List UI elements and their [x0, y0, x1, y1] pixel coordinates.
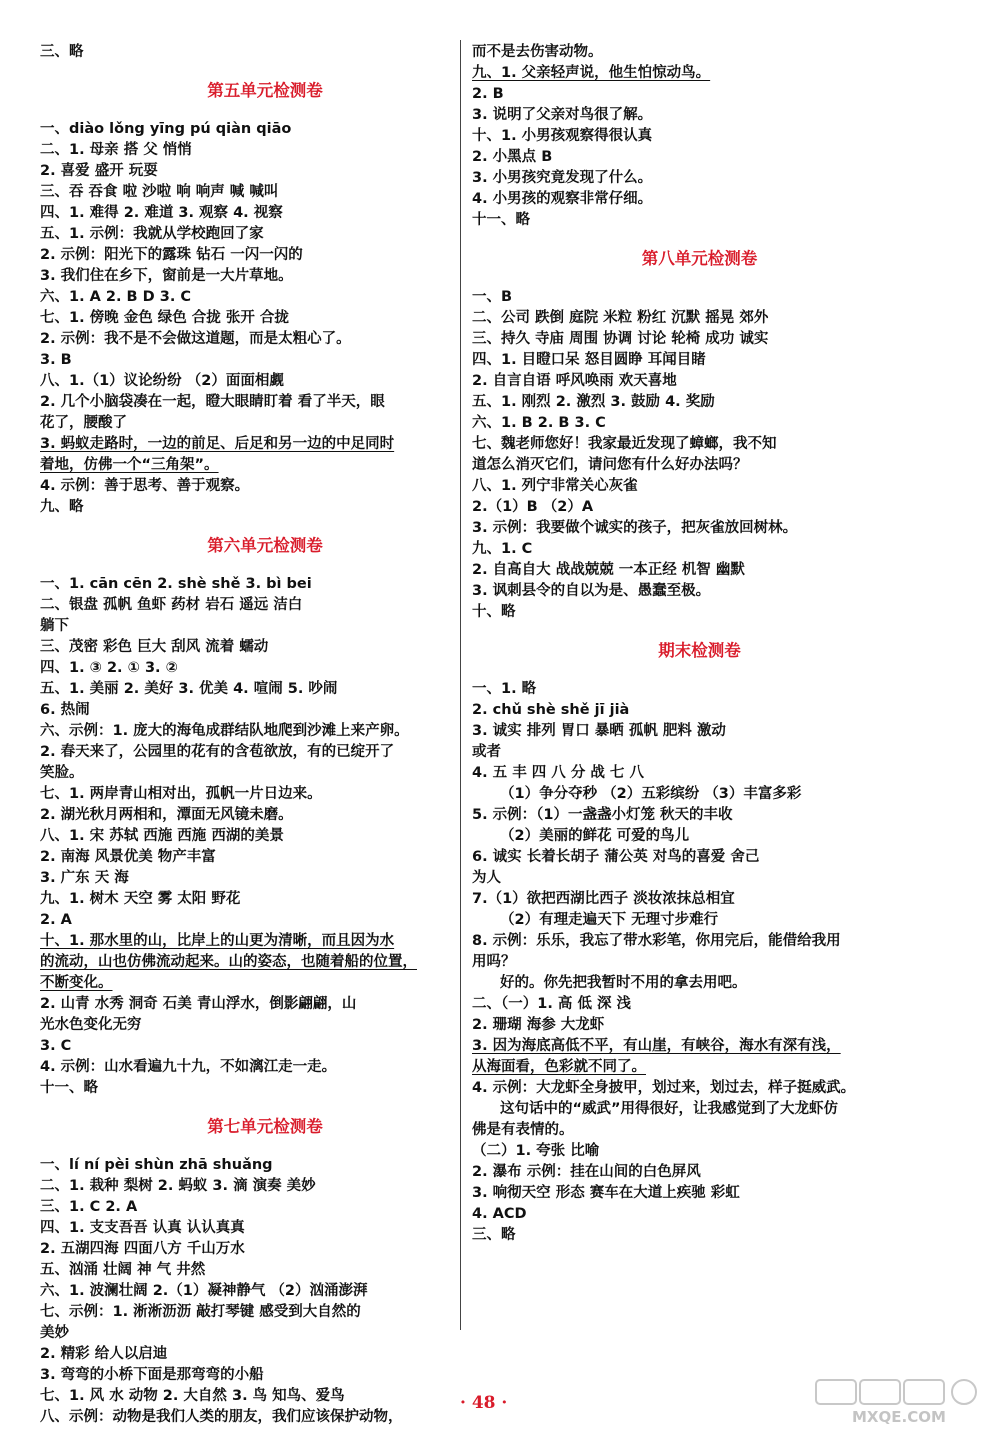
answer-text: 3. 讽刺县令的自以为是、愚蠢至极。	[472, 583, 711, 599]
answer-line	[40, 266, 460, 287]
answer-line	[40, 1365, 460, 1386]
answer-line	[40, 658, 460, 679]
answer-line	[472, 973, 897, 994]
answer-text: 四、1. 目瞪口呆 怒目圆睁 耳闻目睹	[472, 352, 706, 368]
answer-line	[40, 889, 460, 910]
answer-text: 或者	[472, 744, 501, 760]
page-number: · 48 ·	[460, 1393, 508, 1413]
answer-line	[40, 1323, 460, 1344]
answer-text: 美妙	[40, 1325, 69, 1341]
answer-line	[40, 455, 460, 476]
answer-text: 2. B	[472, 86, 504, 102]
answer-line	[40, 637, 460, 658]
answer-text: 3. 说明了父亲对鸟很了解。	[472, 107, 653, 123]
answer-text: 道怎么消灭它们，请问您有什么好办法吗？	[472, 457, 748, 473]
watermark-box-3	[904, 1380, 944, 1404]
answer-text: 4. 示例：善于思考、善于观察。	[40, 478, 250, 494]
answer-text: 4. 小男孩的观察非常仔细。	[472, 191, 653, 207]
answer-text: 一、1. cān cēn 2. shè shě 3. bì bei	[40, 576, 312, 592]
answer-line	[472, 602, 897, 623]
answer-line	[472, 1225, 897, 1246]
answer-line	[40, 595, 460, 616]
answer-line	[40, 182, 460, 203]
answer-text: 2. A	[40, 912, 72, 928]
answer-line	[40, 931, 460, 952]
answer-text: 六、示例：1. 庞大的海龟成群结队地爬到沙滩上来产卵。	[40, 723, 409, 739]
answer-line	[40, 1239, 460, 1260]
answer-text: 这句话中的“威武”用得很好，让我感觉到了大龙虾仿	[500, 1101, 839, 1117]
answer-text: 光水色变化无穷	[40, 1017, 142, 1033]
answer-text: 二、银盘 孤帆 鱼虾 药材 岩石 遥远 洁白	[40, 597, 303, 613]
answer-text: 四、1. 支支吾吾 认真 认认真真	[40, 1220, 245, 1236]
answer-text: 十、略	[472, 604, 516, 620]
answer-text: 8. 示例：乐乐，我忘了带水彩笔，你用完后，能借给我用	[472, 933, 841, 949]
answer-text: 2.（1）B （2）A	[472, 499, 594, 515]
answer-text: 七、1. 傍晚 金色 绿色 合拢 张开 合拢	[40, 310, 289, 326]
answer-line	[40, 868, 460, 889]
answer-line	[40, 329, 460, 350]
answer-text: 4. 示例：山水看遍九十九，不如漓江走一走。	[40, 1059, 337, 1075]
answer-line	[40, 763, 460, 784]
answer-line	[472, 392, 897, 413]
answer-line	[40, 350, 460, 371]
answer-text: 2. 示例：我不是不会做这道题，而是太粗心了。	[40, 331, 351, 347]
answer-line	[472, 1141, 897, 1162]
answer-text: 六、1. B 2. B 3. C	[472, 415, 606, 431]
answer-text: 三、吞 吞食 啦 沙啦 响 响声 喊 喊叫	[40, 184, 279, 200]
answer-line	[40, 1036, 460, 1057]
answer-text: 九、略	[40, 499, 84, 515]
answer-text: 五、1. 示例：我就从学校跑回了家	[40, 226, 264, 242]
column-divider	[460, 40, 461, 1330]
answer-text: 二、公司 跌倒 庭院 米粒 粉红 沉默 摇晃 郊外	[472, 310, 769, 326]
watermark-text: MXQE.COM	[852, 1408, 946, 1426]
answer-text: 三、略	[40, 44, 84, 60]
answer-line	[472, 434, 897, 455]
answer-text: 十、1. 那水里的山，比岸上的山更为清晰，而且因为水	[40, 933, 395, 949]
answer-line	[472, 1204, 897, 1225]
answer-text: 好的。你先把我暂时不用的拿去用吧。	[500, 975, 747, 991]
answer-text: 6. 诚实 长着长胡子 蒲公英 对鸟的喜爱 舍己	[472, 849, 760, 865]
answer-text: 2. 喜爱 盛开 玩耍	[40, 163, 158, 179]
answer-line	[472, 1036, 897, 1057]
answer-line	[40, 910, 460, 931]
answer-line	[40, 616, 460, 637]
answer-line	[40, 371, 460, 392]
answer-line	[40, 287, 460, 308]
answer-line	[40, 476, 460, 497]
answer-text: 二、1. 栽种 梨树 2. 蚂蚁 3. 滴 演奏 美妙	[40, 1178, 316, 1194]
answer-line	[40, 392, 460, 413]
answer-text: 2. 小黑点 B	[472, 149, 553, 165]
answer-line	[472, 763, 897, 784]
answer-line	[472, 168, 897, 189]
answer-line	[472, 455, 897, 476]
answer-line	[40, 784, 460, 805]
answer-line	[40, 1176, 460, 1197]
answer-line	[40, 1386, 460, 1407]
answer-line	[40, 847, 460, 868]
answer-line	[472, 994, 897, 1015]
answer-text: 4. ACD	[472, 1206, 527, 1222]
answer-line	[472, 1099, 897, 1120]
answer-text: 2. 瀑布 示例：挂在山间的白色屏风	[472, 1164, 701, 1180]
answer-text: 6. 热闹	[40, 702, 90, 718]
answer-line	[472, 1078, 897, 1099]
answer-text: 三、1. C 2. A	[40, 1199, 138, 1215]
answer-text: 2. 五湖四海 四面八方 千山万水	[40, 1241, 245, 1257]
answer-text: 四、1. 难得 2. 难道 3. 观察 4. 视察	[40, 205, 283, 221]
answer-line	[40, 245, 460, 266]
answer-line	[40, 574, 460, 595]
answer-line	[40, 119, 460, 140]
answer-text: 十一、略	[472, 212, 530, 228]
answer-text: 四、1. ③ 2. ① 3. ②	[40, 660, 178, 676]
answer-line	[40, 497, 460, 518]
answer-line	[472, 826, 897, 847]
answer-line	[472, 700, 897, 721]
answer-text: 从海面看，色彩就不同了。	[472, 1059, 646, 1075]
answer-text: 2. 南海 风景优美 物产丰富	[40, 849, 216, 865]
watermark-box-1	[816, 1380, 856, 1404]
answer-text: 笑脸。	[40, 765, 84, 781]
answer-text: 2. 自言自语 呼风唤雨 欢天喜地	[472, 373, 677, 389]
answer-text: 2. 几个小脑袋凑在一起，瞪大眼睛盯着 看了半天，眼	[40, 394, 385, 410]
answer-line	[40, 742, 460, 763]
answer-text: 八、1.（1）议论纷纷 （2）面面相觑	[40, 373, 284, 389]
answer-line	[40, 994, 460, 1015]
section-heading: 第七单元检测卷	[207, 1117, 323, 1136]
answer-text: 着地，仿佛一个“三角架”。	[40, 457, 219, 473]
answer-line	[472, 1120, 897, 1141]
answer-line	[472, 931, 897, 952]
answer-line	[40, 952, 460, 973]
answer-line	[40, 1078, 460, 1099]
answer-text: 3. 因为海底高低不平，有山崖，有峡谷，海水有深有浅，	[472, 1038, 841, 1054]
answer-text: （二）1. 夸张 比喻	[472, 1143, 600, 1159]
answer-text: 的流动，山也仿佛流动起来。山的姿态，也随着船的位置，	[40, 954, 417, 970]
answer-line	[40, 1197, 460, 1218]
answer-text: 而不是去伤害动物。	[472, 44, 603, 60]
answer-text: （2）有理走遍天下 无理寸步难行	[500, 912, 719, 928]
answer-line	[472, 952, 897, 973]
answer-text: 3. 示例：我要做个诚实的孩子，把灰雀放回树林。	[472, 520, 798, 536]
answer-line	[472, 497, 897, 518]
answer-text: 3. C	[40, 1038, 72, 1054]
answer-line	[472, 371, 897, 392]
answer-line	[472, 189, 897, 210]
answer-line	[472, 889, 897, 910]
answer-line	[40, 140, 460, 161]
answer-text: 3. 诚实 排列 胃口 暴晒 孤帆 肥料 激动	[472, 723, 726, 739]
answer-text: 五、汹涌 壮阔 神 气 井然	[40, 1262, 206, 1278]
answer-text: 4. 五 丰 四 八 分 战 七 八	[472, 765, 644, 781]
answer-text: 7.（1）欲把西湖比西子 淡妆浓抹总相宜	[472, 891, 735, 907]
answer-text: 2. 珊瑚 海参 大龙虾	[472, 1017, 605, 1033]
answer-line	[40, 1407, 460, 1428]
answer-text: 用吗？	[472, 954, 516, 970]
answer-line	[472, 350, 897, 371]
answer-text: 2. 春天来了，公园里的花有的含苞欲放，有的已绽开了	[40, 744, 395, 760]
answer-text: 躺下	[40, 618, 69, 634]
answer-line	[472, 210, 897, 231]
answer-line	[472, 329, 897, 350]
answer-line	[472, 413, 897, 434]
answer-line	[40, 413, 460, 434]
answer-line	[472, 518, 897, 539]
answer-text: 4. 示例：大龙虾全身披甲，划过来，划过去，样子挺威武。	[472, 1080, 856, 1096]
answer-line	[40, 203, 460, 224]
answer-text: 五、1. 美丽 2. 美好 3. 优美 4. 喧闹 5. 吵闹	[40, 681, 338, 697]
answer-line	[40, 1260, 460, 1281]
answer-text: 三、略	[472, 1227, 516, 1243]
answer-text: 七、1. 风 水 动物 2. 大自然 3. 鸟 知鸟、爱鸟	[40, 1388, 345, 1404]
answer-line	[472, 126, 897, 147]
answer-text: 八、1. 列宁非常关心灰雀	[472, 478, 638, 494]
answer-text: 不断变化。	[40, 975, 113, 991]
answer-text: 三、持久 寺庙 周围 协调 讨论 轮椅 成功 诚实	[472, 331, 769, 347]
answer-line	[40, 1057, 460, 1078]
section-heading: 期末检测卷	[658, 641, 741, 660]
answer-line	[472, 1015, 897, 1036]
answer-line	[40, 1015, 460, 1036]
answer-line	[472, 742, 897, 763]
answer-text: 一、lí ní pèi shùn zhā shuǎng	[40, 1157, 273, 1173]
answer-line	[40, 721, 460, 742]
answer-line	[472, 63, 897, 84]
answer-text: 九、1. C	[472, 541, 533, 557]
answer-text: 八、示例：动物是我们人类的朋友，我们应该保护动物，	[40, 1409, 403, 1425]
answer-text: 六、1. A 2. B D 3. C	[40, 289, 192, 305]
answer-text: 一、1. 略	[472, 681, 537, 697]
answer-text: 一、B	[472, 289, 513, 305]
answer-line	[40, 679, 460, 700]
answer-text: 一、diào lǒng yīng pú qiàn qiāo	[40, 121, 292, 137]
answer-line	[40, 1218, 460, 1239]
answer-text: 3. B	[40, 352, 72, 368]
answer-text: 2. 湖光秋月两相和，潭面无风镜未磨。	[40, 807, 293, 823]
answer-line	[40, 224, 460, 245]
answer-line	[472, 147, 897, 168]
answer-line	[472, 721, 897, 742]
answer-line	[40, 805, 460, 826]
answer-line	[40, 973, 460, 994]
answer-line	[472, 581, 897, 602]
answer-text: 七、魏老师您好！我家最近发现了蟑螂，我不知	[472, 436, 777, 452]
answer-line	[472, 84, 897, 105]
answer-line	[40, 308, 460, 329]
answer-line	[472, 42, 897, 63]
answer-line	[472, 847, 897, 868]
answer-line	[40, 1155, 460, 1176]
answer-line	[472, 308, 897, 329]
answer-text: 十一、略	[40, 1080, 98, 1096]
answer-line	[472, 287, 897, 308]
answer-text: （1）争分夺秒 （2）五彩缤纷 （3）丰富多彩	[500, 786, 802, 802]
answer-text: 九、1. 父亲轻声说，他生怕惊动鸟。	[472, 65, 711, 81]
answer-line	[40, 1302, 460, 1323]
section-heading: 第五单元检测卷	[207, 81, 323, 100]
answer-line	[40, 42, 460, 63]
answer-text: 2. 精彩 给人以启迪	[40, 1346, 168, 1362]
answer-text: 5. 示例：（1）一盏盏小灯笼 秋天的丰收	[472, 807, 733, 823]
answer-line	[472, 679, 897, 700]
answer-text: 3. 我们住在乡下，窗前是一大片草地。	[40, 268, 293, 284]
answer-line	[40, 700, 460, 721]
answer-line	[472, 476, 897, 497]
answer-line	[472, 560, 897, 581]
answer-line	[472, 1162, 897, 1183]
answer-text: 花了，腰酸了	[40, 415, 127, 431]
answer-text: 五、1. 刚烈 2. 激烈 3. 鼓励 4. 奖励	[472, 394, 715, 410]
answer-line	[472, 805, 897, 826]
answer-line	[472, 1057, 897, 1078]
answer-line	[472, 105, 897, 126]
watermark-circle	[952, 1380, 976, 1404]
answer-text: 七、1. 两岸青山相对出，孤帆一片日边来。	[40, 786, 322, 802]
answer-line	[40, 826, 460, 847]
left-column	[40, 42, 460, 1428]
answer-text: （2）美丽的鲜花 可爱的鸟儿	[500, 828, 690, 844]
watermark-box-2	[860, 1380, 900, 1404]
answer-text: 3. 弯弯的小桥下面是那弯弯的小船	[40, 1367, 264, 1383]
answer-line	[472, 1183, 897, 1204]
answer-text: 2. 山青 水秀 洞奇 石美 青山浮水，倒影翩翩，山	[40, 996, 357, 1012]
answer-line	[40, 434, 460, 455]
answer-line	[472, 910, 897, 931]
answer-line	[40, 161, 460, 182]
section-heading: 第八单元检测卷	[641, 249, 758, 268]
answer-line	[40, 1281, 460, 1302]
section-heading: 第六单元检测卷	[207, 536, 323, 555]
answer-text: 三、茂密 彩色 巨大 刮风 流着 蠕动	[40, 639, 269, 655]
answer-text: 二、1. 母亲 搭 父 悄悄	[40, 142, 192, 158]
answer-line	[472, 784, 897, 805]
answer-text: 七、示例：1. 淅淅沥沥 敲打琴键 感受到大自然的	[40, 1304, 361, 1320]
answer-text: 3. 蚂蚁走路时，一边的前足、后足和另一边的中足同时	[40, 436, 395, 452]
answer-text: 3. 广东 天 海	[40, 870, 129, 886]
answer-text: 二、（一）1. 高 低 深 浅	[472, 996, 632, 1012]
answer-text: 八、1. 宋 苏轼 西施 西施 西湖的美景	[40, 828, 284, 844]
answer-text: 2. 自高自大 战战兢兢 一本正经 机智 幽默	[472, 562, 745, 578]
answer-text: 为人	[472, 870, 501, 886]
answer-text: 3. 响彻天空 形态 赛车在大道上疾驰 彩虹	[472, 1185, 740, 1201]
answer-line	[472, 868, 897, 889]
watermark-logo	[812, 1376, 994, 1426]
answer-text: 2. 示例：阳光下的露珠 钻石 一闪一闪的	[40, 247, 303, 263]
right-column	[472, 42, 897, 1246]
answer-text: 佛是有表情的。	[472, 1122, 574, 1138]
answer-text: 3. 小男孩究竟发现了什么。	[472, 170, 653, 186]
answer-line	[40, 1344, 460, 1365]
answer-text: 2. chǔ shè shě jī jià	[472, 702, 630, 718]
answer-line	[472, 539, 897, 560]
answer-text: 十、1. 小男孩观察得很认真	[472, 128, 653, 144]
answer-text: 九、1. 树木 天空 雾 太阳 野花	[40, 891, 241, 907]
answer-text: 六、1. 波澜壮阔 2.（1）凝神静气 （2）汹涌澎湃	[40, 1283, 368, 1299]
